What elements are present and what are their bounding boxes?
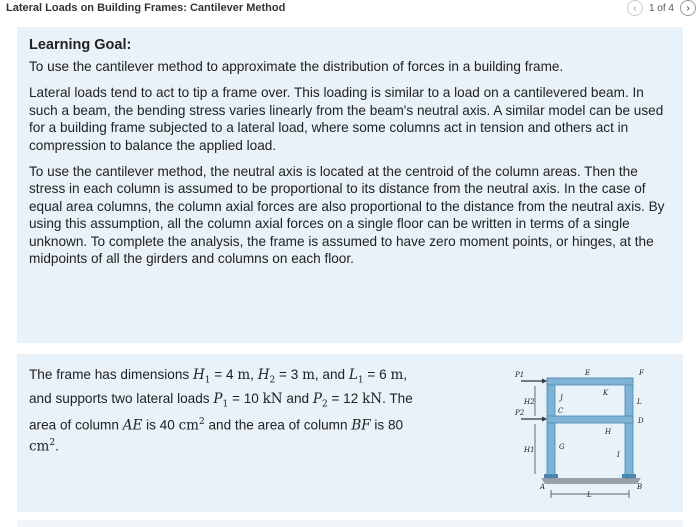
girder-top (547, 378, 633, 385)
page-title: Lateral Loads on Building Frames: Cantilever Method (6, 2, 286, 14)
label-b: B (637, 483, 643, 491)
label-e: E (585, 369, 591, 377)
goal-statement: To use the cantilever method to approximate the distribution of forces in a building frame. (29, 59, 564, 74)
column-ae (547, 378, 555, 478)
girder-middle (547, 416, 633, 423)
label-l: L (637, 398, 642, 406)
label-d: D (638, 417, 644, 425)
page-indicator: 1 of 4 (648, 2, 674, 14)
learning-goal-panel (17, 27, 683, 343)
label-span: L (587, 491, 592, 499)
header-bar (0, 0, 700, 20)
problem-panel (17, 354, 683, 512)
arrowhead-p1 (542, 379, 547, 384)
goal-paragraph-1: Lateral loads tend to act to tip a frame over. This loading is similar to a load on a cantilevered beam. In such a beam, the bending stress varies linearly from the beam's neutral axis. A similar model can be used for a building frame subjected to a lateral load, where some columns act in tension and others act in compression to balance the applied load. (29, 85, 664, 153)
label-h2: H2 (524, 398, 535, 406)
support-b (622, 474, 636, 478)
label-h1: H1 (524, 446, 535, 454)
goal-paragraph-2: To use the cantilever method, the neutral axis is located at the centroid of the column areas. Then the stress in each column is assumed to be proportional to its distance from the neutral axis. In the case of equal area columns, the column axial forces are also proportional to the distance from the neutral axis. By using this assumption, all the column axial forces on a single floor can be written in terms of a single unknown. To complete the analysis, the frame is assumed to have zero moment points, or hinges, at the midpoints of all the girders and columns on each floor. (29, 164, 665, 267)
support-a (544, 474, 558, 478)
label-h: H (605, 428, 612, 436)
frame-diagram (513, 366, 663, 506)
label-a: A (540, 483, 546, 491)
column-bf (625, 378, 633, 478)
label-k: K (603, 389, 609, 397)
label-p2: P2 (515, 409, 525, 417)
label-j: J (560, 394, 563, 402)
arrowhead-p2 (542, 417, 547, 422)
label-c: C (558, 407, 564, 415)
learning-goal-heading: Learning Goal: (29, 37, 132, 53)
pager (627, 0, 696, 16)
chevron-right-icon: › (686, 2, 690, 14)
problem-statement: The frame has dimensions $H_1 = 4$ m, $H_2 = 3$ m, and $L_1 = 6$ m, and supports two lateral loads $P_1 = 10$ kN and $P_2 = 12$ kN. The area of column AE is 40 $cm^2$ and the area of column BF is 80 $cm^2$. (29, 367, 413, 455)
next-panel-edge (17, 520, 683, 527)
chevron-left-icon: ‹ (633, 2, 637, 14)
label-g: G (559, 443, 565, 451)
label-p1: P1 (515, 371, 525, 379)
prev-button[interactable] (627, 0, 643, 16)
label-i: I (617, 451, 620, 459)
label-f: F (639, 369, 644, 377)
ground-hatch (541, 478, 641, 484)
next-button[interactable] (680, 0, 696, 16)
